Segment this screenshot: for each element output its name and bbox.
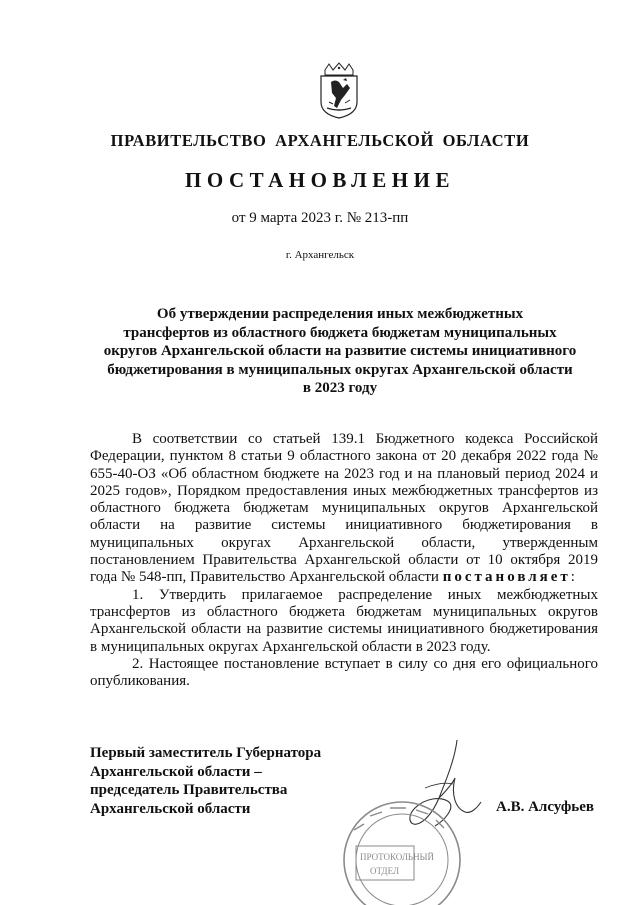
title-line: Об утверждении распределения иных межбюджетных [156, 306, 524, 322]
position-line: Архангельской области [90, 800, 251, 817]
preamble-text: В соответствии со статьей 139.1 Бюджетного кодекса Российской Федерации, пунктом 8 статьи 9 областного закона от 20 декабря 2022 года № 655-40-ОЗ «Об областном бюджете на 2023 год и на плановый период 2024 и 2025 годов», Порядком предоставления иных межбюджетных трансфертов из областного бюджета бюджетам муниципальных округов Архангельской области на развитие системы инициативного бюджетирования в муниципальных округах Архангельской области, утвержденным постановлением Правительства Архангельской области от 10 октября 2019 года № 548-пп, Правительство Архангельской области [90, 431, 598, 586]
city: г. Архангельск [285, 249, 355, 261]
position-line: председатель Правительства [90, 782, 288, 798]
government-name: ПРАВИТЕЛЬСТВО АРХАНГЕЛЬСКОЙ ОБЛАСТИ [110, 131, 530, 150]
document-type: ПОСТАНОВЛЕНИЕ [185, 168, 455, 192]
document-body [90, 431, 598, 690]
date-number: от 9 марта 2023 г. № 213-пп [231, 210, 409, 226]
svg-text:ОТДЕЛ: ОТДЕЛ [370, 866, 400, 876]
seal-stamp [330, 790, 470, 905]
title-line: трансфертов из областного бюджета бюджетам муниципальных [123, 324, 557, 341]
title-line: бюджетирования в муниципальных округах Архангельской области [107, 361, 573, 378]
title-line: в 2023 году [302, 380, 378, 396]
position-line: Архангельской области – [90, 763, 262, 780]
signatory-position [90, 744, 321, 818]
keyword-postanovlyaet: постановляет [442, 569, 571, 586]
title-line: округов Архангельской области на развитие системы инициативного [103, 343, 577, 359]
document-title [90, 305, 590, 398]
position-line: Первый заместитель Губернатора [90, 745, 322, 761]
signatory-name: А.В. Алсуфьев [496, 799, 594, 815]
svg-text:ПРОТОКОЛЬНЫЙ: ПРОТОКОЛЬНЫЙ [360, 852, 434, 862]
paragraph-item-1: 1. Утвердить прилагаемое распределение иных межбюджетных трансфертов из областного бюджета бюджетам муниципальных округов Архангельской области на развитие системы инициативного бюджетирования в муниципальных округах Архангельской области в 2023 году. [90, 586, 598, 655]
coat-of-arms-icon [317, 62, 361, 120]
paragraph-preamble [90, 431, 598, 587]
preamble-end: : [570, 569, 575, 586]
paragraph-item-2: 2. Настоящее постановление вступает в силу со дня его официального опубликования. [90, 655, 598, 690]
